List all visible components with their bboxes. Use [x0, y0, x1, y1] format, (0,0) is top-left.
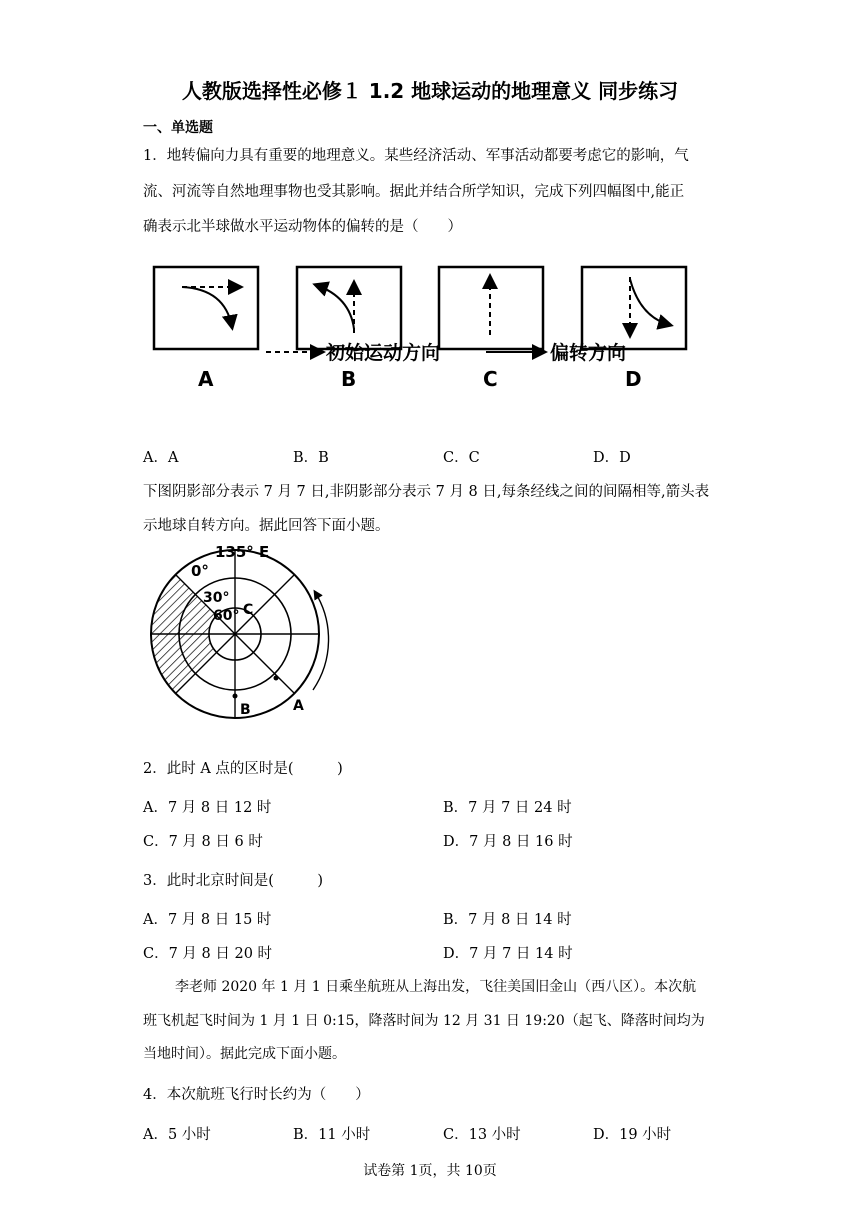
figure-label-c: C: [483, 367, 498, 391]
label-point-a: A: [293, 698, 304, 714]
q2-option-c[interactable]: C．7 月 8 日 6 时: [143, 834, 263, 850]
section-heading: 一、单选题: [143, 120, 213, 136]
q1-option-c[interactable]: C．C: [443, 450, 480, 466]
q2-option-d[interactable]: D．7 月 8 日 16 时: [443, 834, 573, 850]
q1-line-3: 确表示北半球做水平运动物体的偏转的是（ ）: [143, 219, 462, 235]
deflection-figure: [140, 255, 700, 405]
figure-label-d: D: [625, 367, 642, 391]
q3-option-c[interactable]: C．7 月 8 日 20 时: [143, 946, 273, 962]
q3-option-d[interactable]: D．7 月 7 日 14 时: [443, 946, 573, 962]
label-0-degree: 0°: [191, 562, 209, 580]
q3-option-b[interactable]: B．7 月 8 日 14 时: [443, 912, 572, 928]
q1-option-a[interactable]: A．A: [143, 450, 179, 466]
q4-option-d[interactable]: D．19 小时: [593, 1127, 672, 1143]
page-footer: 试卷第 1页，共 10页: [363, 1163, 497, 1179]
label-point-b: B: [240, 702, 251, 718]
q4-option-a[interactable]: A．5 小时: [143, 1127, 211, 1143]
q1-option-b[interactable]: B．B: [293, 450, 329, 466]
intro4-line-3: 当地时间）。据此完成下面小题。: [143, 1046, 346, 1062]
q1-option-d[interactable]: D．D: [593, 450, 631, 466]
box-a: [154, 267, 258, 349]
q4-stem: 4．本次航班飞行时长约为（ ）: [143, 1087, 370, 1103]
intro2-line-2: 示地球自转方向。据此回答下面小题。: [143, 518, 390, 534]
q2-option-a[interactable]: A．7 月 8 日 12 时: [143, 800, 272, 816]
figure-label-a: A: [198, 367, 214, 391]
q3-stem: 3．此时北京时间是( ): [143, 873, 324, 889]
q2-stem: 2．此时 A 点的区时是( ): [143, 761, 343, 777]
box-b: [297, 267, 401, 349]
label-135e: 135° E: [215, 543, 270, 561]
q3-option-a[interactable]: A．7 月 8 日 15 时: [143, 912, 272, 928]
label-point-c: C: [243, 602, 254, 618]
q1-line-2: 流、河流等自然地理事物也受其影响。据此并结合所学知识，完成下列四幅图中,能正: [143, 184, 685, 200]
polar-time-diagram: [143, 540, 343, 720]
q4-option-c[interactable]: C．13 小时: [443, 1127, 521, 1143]
intro4-line-1: 李老师 2020 年 1 月 1 日乘坐航班从上海出发，飞往美国旧金山（西八区）。本次航: [175, 979, 697, 995]
intro4-line-2: 班飞机起飞时间为 1 月 1 日 0:15，降落时间为 12 月 31 日 19:20（起飞、降落时间均为: [143, 1013, 705, 1029]
box-d: [582, 267, 686, 349]
label-30-degree: 30°: [203, 590, 230, 606]
intro2-line-1: 下图阴影部分表示 7 月 7 日,非阴影部分表示 7 月 8 日,每条经线之间的间隔相等,箭头表: [143, 484, 710, 500]
figure-label-b: B: [341, 367, 357, 391]
legend-deflection-direction: 偏转方向: [550, 342, 627, 364]
q2-option-b[interactable]: B．7 月 7 日 24 时: [443, 800, 572, 816]
q4-option-b[interactable]: B．11 小时: [293, 1127, 371, 1143]
q1-line-1: 1．地转偏向力具有重要的地理意义。某些经济活动、军事活动都要考虑它的影响，气: [143, 148, 689, 164]
label-60-degree: 60°: [213, 608, 240, 624]
legend-initial-direction: 初始运动方向: [326, 342, 441, 364]
page-title: 人教版选择性必修１ 1.2 地球运动的地理意义 同步练习: [181, 79, 679, 103]
